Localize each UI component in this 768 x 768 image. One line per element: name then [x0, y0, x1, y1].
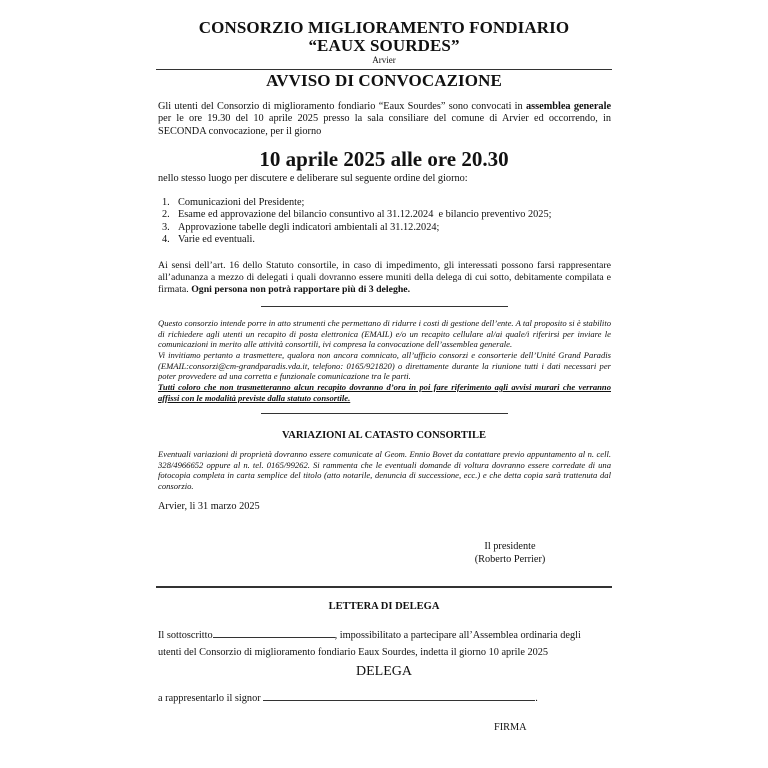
delegation-line-3: a rappresentarlo il signor . — [158, 690, 618, 705]
cadastre-text: Eventuali variazioni di proprietà dovranno essere comunicate al Geom. Ennio Bovet da contattare previo appuntamento al n. cell. 328/4966652 oppure al n. tel. 0165/99262. Si rammenta che le eventuali domande di voltura dovranno essere corredate di una fotocopia completa in carta semplice del titolo (atto notarile, denuncia di successione, ecc.) e che detta copia sarà trattenuta dal consorzio. — [158, 449, 611, 491]
second-call-time: alle ore 20.30 — [390, 147, 509, 171]
delegate-name-field[interactable] — [263, 690, 535, 701]
proxy-rules-paragraph: Ai sensi dell’art. 16 dello Statuto consortile, in caso di impedimento, gli interessati possono farsi rappresentare all’adunanza a mezzo di delegati i quali dovranno essere muniti della delega di cui sotto, debitamente compilata e firmata. Ogni persona non potrà rapportare più di 3 deleghe. — [158, 260, 611, 295]
delegation-line-2: utenti del Consorzio di miglioramento fondiario Eaux Sourdes, indetta il giorno 10 aprile 2025 — [158, 647, 549, 658]
signature-label: FIRMA — [494, 722, 527, 733]
delegation-line-1: Il sottoscritto , impossibilitato a partecipare all’Assemblea ordinaria degli — [158, 627, 618, 642]
agenda-item: 4. Varie ed eventuali. — [162, 234, 255, 246]
agenda-item: 2. Esame ed approvazione del bilancio consuntivo al 31.12.2024 e bilancio preventivo 2025; — [162, 209, 552, 221]
second-call-date: 10 aprile 2025 — [259, 147, 386, 171]
agenda-lead: nello stesso luogo per discutere e deliberare sul seguente ordine del giorno: — [158, 173, 468, 184]
intro-paragraph — [158, 101, 611, 138]
delega-heading: DELEGA — [356, 664, 412, 679]
header-divider — [156, 69, 612, 70]
section-divider — [261, 413, 508, 414]
notice-title: AVVISO DI CONVOCAZIONE — [266, 71, 502, 90]
org-name-line1: CONSORZIO MIGLIORAMENTO FONDIARIO — [198, 18, 570, 37]
delegator-name-field[interactable] — [213, 627, 335, 638]
contact-notice-para1: Questo consorzio intende porre in atto strumenti che permettano di ridurre i costi di gestione dell’ente. A tal proposito si è stabilito di richiedere agli utenti un recapito di posta elettronica (EMAIL) e/o un recapito cellulare al/ai quale/i riferirsi per inviare le comunicazioni in merito alle attività consortili, ivi compresa la convocazione dell’assemblea generale. — [158, 318, 611, 350]
intro-text-start: Gli utenti del Consorzio di miglioramento fondiario “Eaux Sourdes” sono convocati in — [158, 101, 526, 112]
section-divider — [261, 306, 508, 307]
form-divider — [156, 586, 612, 588]
agenda-item: 3. Approvazione tabelle degli indicatori ambientali al 31.12.2024; — [162, 221, 440, 233]
agenda-item: 1. Comunicazioni del Presidente; — [162, 197, 305, 208]
intro-bold-assembly: assemblea generale — [525, 101, 612, 112]
cadastre-title: VARIAZIONI AL CATASTO CONSORTILE — [282, 430, 486, 441]
org-name-line2: “EAUX SOURDES” — [308, 36, 460, 55]
delegation-form-title: LETTERA DI DELEGA — [328, 601, 440, 612]
president-role: Il presidente — [484, 541, 536, 552]
contact-notice-warning: Tutti coloro che non trasmetteranno alcun recapito dovranno d’ora in poi fare riferimento agli avvisi murari che verranno affissi con le modalità previste dalla statuto consortile. — [158, 382, 611, 403]
second-call-datetime — [156, 147, 612, 171]
intro-text-end: per le ore 19.30 del 10 aprile 2025 presso la sala consiliare del comune di Arvier ed occorrendo, in SECONDA convocazione, per il giorno — [158, 113, 611, 137]
contact-notice-para2: Vi invitiamo pertanto a trasmettere, qualora non ancora comnicato, all’ufficio consorzi e consorterie dell’Unité Grand Paradis (EMAIL:consorzi@cm-grandparadis.vda.it, telefono: 0165/921820) o direttamente durante la riunione tutti i dati necessari per poter provvedere ad una corretta e funzionale comunicazione tra le parti. — [158, 350, 611, 382]
place-date: Arvier, li 31 marzo 2025 — [158, 501, 260, 512]
proxy-limit-bold: Ogni persona non potrà rapportare più di 3 deleghe. — [191, 284, 411, 295]
town-name: Arvier — [372, 55, 396, 65]
agenda-list — [158, 197, 611, 247]
president-name: (Roberto Perrier) — [474, 554, 546, 565]
